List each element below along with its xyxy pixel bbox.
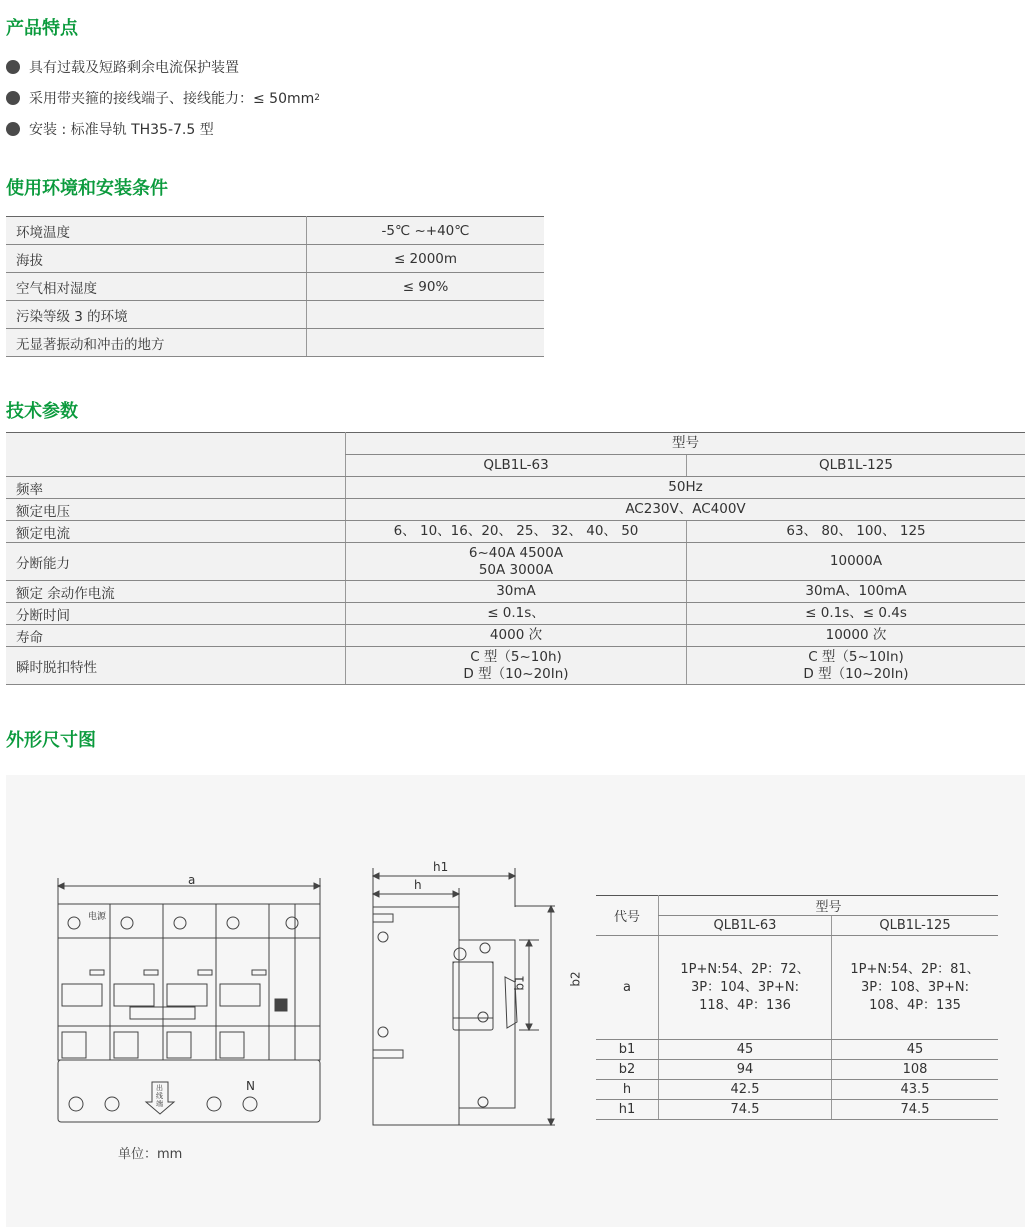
param-name: 额定电压 bbox=[6, 499, 346, 521]
param-value: 30mA、100mA bbox=[687, 581, 1026, 603]
param-value: 6、 10、16、20、 25、 32、 40、 50 bbox=[346, 521, 687, 543]
label-b2: b2 bbox=[568, 971, 583, 987]
table-row bbox=[6, 543, 1025, 581]
feature-text: 安装 : 标准导轨 TH35-7.5 型 bbox=[29, 122, 214, 138]
param-value: ≤ 0.1s、≤ 0.4s bbox=[687, 603, 1026, 625]
param-value: ≤ 0.1s、 bbox=[346, 603, 687, 625]
param-value bbox=[346, 543, 687, 581]
param-name: 额定 余动作电流 bbox=[6, 581, 346, 603]
value-line: C 型（5~10h) bbox=[470, 648, 562, 665]
table-row bbox=[596, 1060, 998, 1080]
environment-title: 使用环境和安装条件 bbox=[6, 178, 168, 199]
param-value: 63、 80、 100、 125 bbox=[687, 521, 1026, 543]
table-row bbox=[6, 647, 1025, 685]
environment-table bbox=[6, 216, 544, 357]
value-line: 1P+N:54、2P：72、 bbox=[680, 961, 810, 977]
table-row bbox=[6, 581, 1025, 603]
features-title: 产品特点 bbox=[6, 18, 78, 39]
dim-value bbox=[659, 936, 832, 1040]
param-name: 频率 bbox=[6, 477, 346, 499]
dim-value: 45 bbox=[659, 1040, 832, 1060]
front-view-drawing bbox=[50, 866, 335, 1131]
value-line: 118、4P：136 bbox=[699, 997, 791, 1013]
model-63: QLB1L-63 bbox=[346, 455, 687, 477]
table-row bbox=[6, 245, 544, 273]
param-name: 瞬时脱扣特性 bbox=[6, 647, 346, 685]
dim-value: 74.5 bbox=[659, 1100, 832, 1120]
param-value: 50Hz bbox=[346, 477, 1026, 499]
value-line: 50A 3000A bbox=[478, 561, 554, 578]
side-view-drawing bbox=[355, 862, 570, 1132]
dim-value: 74.5 bbox=[832, 1100, 999, 1120]
dimension-table bbox=[596, 895, 998, 1120]
dim-key: h1 bbox=[596, 1100, 659, 1120]
code-header: 代号 bbox=[596, 896, 659, 936]
env-value bbox=[307, 301, 545, 329]
param-value: 10000 次 bbox=[687, 625, 1026, 647]
table-row bbox=[596, 896, 998, 916]
value-line: 3P：108、3P+N: bbox=[860, 979, 970, 995]
label-a: a bbox=[188, 873, 196, 887]
table-row bbox=[596, 1100, 998, 1120]
env-value: ≤ 90% bbox=[307, 273, 545, 301]
env-value: -5℃ ~+40℃ bbox=[307, 217, 545, 245]
dim-value: 42.5 bbox=[659, 1080, 832, 1100]
env-name: 环境温度 bbox=[6, 217, 307, 245]
param-value bbox=[687, 647, 1026, 685]
param-name: 额定电流 bbox=[6, 521, 346, 543]
value-line: D 型（10~20In) bbox=[803, 665, 909, 682]
superscript: 2 bbox=[314, 93, 321, 103]
feature-item bbox=[6, 88, 320, 108]
table-row bbox=[6, 301, 544, 329]
env-value: ≤ 2000m bbox=[307, 245, 545, 273]
bullet-icon bbox=[6, 122, 20, 136]
dim-value: 45 bbox=[832, 1040, 999, 1060]
label-b1: b1 bbox=[512, 975, 527, 991]
label-out: 出线端 bbox=[156, 1084, 163, 1108]
env-name: 空气相对湿度 bbox=[6, 273, 307, 301]
value-line: 3P：104、3P+N: bbox=[690, 979, 800, 995]
param-name: 分断能力 bbox=[6, 543, 346, 581]
value-line: D 型（10~20In) bbox=[463, 665, 569, 682]
empty-corner-cell bbox=[6, 433, 346, 477]
table-row bbox=[6, 329, 544, 357]
feature-text: 具有过载及短路剩余电流保护装置 bbox=[29, 60, 239, 76]
dim-value: 108 bbox=[832, 1060, 999, 1080]
model-header: 型号 bbox=[659, 896, 999, 916]
dim-value: 43.5 bbox=[832, 1080, 999, 1100]
bullet-icon bbox=[6, 91, 20, 105]
feature-item bbox=[6, 57, 239, 77]
env-name: 无显著振动和冲击的地方 bbox=[6, 329, 307, 357]
param-value bbox=[346, 647, 687, 685]
label-h1: h1 bbox=[433, 860, 449, 874]
param-name: 分断时间 bbox=[6, 603, 346, 625]
table-row bbox=[6, 217, 544, 245]
table-row bbox=[6, 521, 1025, 543]
feature-item bbox=[6, 119, 214, 139]
table-row bbox=[6, 499, 1025, 521]
dim-key: b1 bbox=[596, 1040, 659, 1060]
table-row bbox=[6, 603, 1025, 625]
bullet-icon bbox=[6, 60, 20, 74]
value-line: 1P+N:54、2P：81、 bbox=[850, 961, 980, 977]
model-header: 型号 bbox=[346, 433, 1026, 455]
param-value: AC230V、AC400V bbox=[346, 499, 1026, 521]
value-line: 108、4P：135 bbox=[869, 997, 961, 1013]
dim-key: a bbox=[596, 936, 659, 1040]
table-row bbox=[596, 1080, 998, 1100]
dim-value bbox=[832, 936, 999, 1040]
table-row bbox=[6, 273, 544, 301]
env-value bbox=[307, 329, 545, 357]
model-63: QLB1L-63 bbox=[659, 916, 832, 936]
model-125: QLB1L-125 bbox=[832, 916, 999, 936]
param-value: 10000A bbox=[687, 543, 1026, 581]
dim-key: h bbox=[596, 1080, 659, 1100]
env-name: 污染等级 3 的环境 bbox=[6, 301, 307, 329]
value-line: C 型（5~10In) bbox=[808, 648, 904, 665]
table-row bbox=[6, 433, 1025, 455]
feature-text: 采用带夹箍的接线端子、接线能力：≤ 50mm bbox=[29, 91, 315, 107]
unit-label: 单位：mm bbox=[118, 1147, 183, 1162]
tech-title: 技术参数 bbox=[6, 401, 78, 422]
dim-value: 94 bbox=[659, 1060, 832, 1080]
value-line: 6~40A 4500A bbox=[468, 544, 564, 561]
dim-key: b2 bbox=[596, 1060, 659, 1080]
dimensions-title: 外形尺寸图 bbox=[6, 730, 96, 751]
model-125: QLB1L-125 bbox=[687, 455, 1026, 477]
param-name: 寿命 bbox=[6, 625, 346, 647]
param-value: 4000 次 bbox=[346, 625, 687, 647]
label-n: N bbox=[246, 1079, 255, 1093]
table-row bbox=[596, 936, 998, 1040]
table-row bbox=[6, 625, 1025, 647]
label-h: h bbox=[414, 878, 422, 892]
param-value: 30mA bbox=[346, 581, 687, 603]
tech-table bbox=[6, 432, 1025, 685]
env-name: 海拔 bbox=[6, 245, 307, 273]
table-row bbox=[596, 1040, 998, 1060]
label-power: 电源 bbox=[88, 912, 107, 922]
table-row bbox=[6, 477, 1025, 499]
